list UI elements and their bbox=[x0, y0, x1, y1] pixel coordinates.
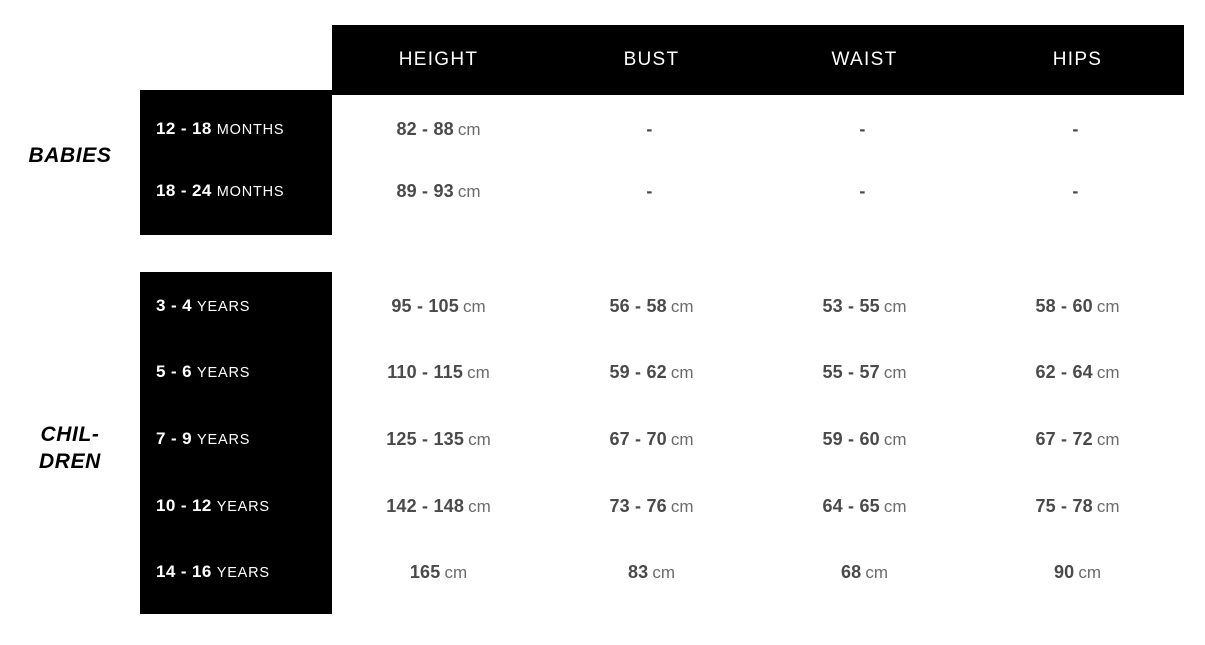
group-title-children-line-2: DREN bbox=[39, 449, 101, 473]
table-row bbox=[140, 550, 1184, 594]
row-age-range: 18 - 24 bbox=[156, 181, 212, 200]
column-header-waist: WAIST bbox=[831, 49, 898, 70]
row-age-range: 7 - 9 bbox=[156, 429, 193, 448]
cell-height: 110 - 115 cm bbox=[387, 361, 490, 382]
cell-height: 89 - 93 cm bbox=[396, 180, 481, 201]
cell-height: 82 - 88 cm bbox=[396, 118, 481, 139]
row-age-label bbox=[140, 119, 332, 139]
cell-height: 165 cm bbox=[409, 561, 468, 582]
row-values bbox=[332, 284, 1184, 328]
cell-hips: 67 - 72 cm bbox=[1035, 428, 1120, 449]
group-title-children-line-1: CHIL- bbox=[40, 423, 100, 446]
cell-height: 125 - 135 cm bbox=[386, 428, 491, 449]
cell-hips: 62 - 64 cm bbox=[1035, 361, 1120, 382]
row-age-range: 14 - 16 bbox=[156, 562, 212, 581]
row-age-unit: YEARS bbox=[197, 432, 251, 448]
row-age-range: 5 - 6 bbox=[156, 362, 193, 381]
row-age-unit: YEARS bbox=[197, 365, 251, 381]
cell-hips: 75 - 78 cm bbox=[1035, 495, 1120, 516]
row-age-label bbox=[140, 296, 332, 316]
cell-hips: - bbox=[1072, 118, 1079, 139]
cell-bust: - bbox=[646, 118, 653, 139]
table-row bbox=[140, 417, 1184, 461]
table-row bbox=[140, 484, 1184, 528]
cell-bust: 59 - 62 cm bbox=[609, 361, 694, 382]
row-age-unit: YEARS bbox=[216, 499, 270, 515]
cell-waist: - bbox=[859, 180, 866, 201]
cell-waist: 68 cm bbox=[840, 561, 889, 582]
row-age-label bbox=[140, 562, 332, 582]
cell-hips: 90 cm bbox=[1053, 561, 1102, 582]
cell-bust: 73 - 76 cm bbox=[609, 495, 694, 516]
cell-height: 142 - 148 cm bbox=[386, 495, 491, 516]
row-values bbox=[332, 107, 1184, 151]
cell-height: 95 - 105 cm bbox=[391, 295, 486, 316]
row-age-unit: YEARS bbox=[216, 565, 270, 581]
column-header-hips: HIPS bbox=[1052, 49, 1103, 70]
cell-waist: 55 - 57 cm bbox=[822, 361, 907, 382]
cell-waist: - bbox=[859, 118, 866, 139]
cell-hips: - bbox=[1072, 180, 1079, 201]
row-age-unit: MONTHS bbox=[216, 184, 285, 200]
cell-bust: 56 - 58 cm bbox=[609, 295, 694, 316]
cell-waist: 64 - 65 cm bbox=[822, 495, 907, 516]
column-header-bust: BUST bbox=[623, 49, 680, 70]
row-age-unit: YEARS bbox=[197, 299, 251, 315]
row-values bbox=[332, 417, 1184, 461]
row-age-label bbox=[140, 362, 332, 382]
row-age-label bbox=[140, 429, 332, 449]
cell-bust: - bbox=[646, 180, 653, 201]
row-values bbox=[332, 350, 1184, 394]
table-row bbox=[140, 284, 1184, 328]
row-age-range: 12 - 18 bbox=[156, 119, 212, 138]
cell-waist: 53 - 55 cm bbox=[822, 295, 907, 316]
row-values bbox=[332, 484, 1184, 528]
table-row bbox=[140, 350, 1184, 394]
table-header-row bbox=[332, 25, 1184, 95]
row-values bbox=[332, 550, 1184, 594]
row-age-unit: MONTHS bbox=[216, 122, 285, 138]
cell-bust: 83 cm bbox=[627, 561, 676, 582]
row-age-label bbox=[140, 496, 332, 516]
table-row bbox=[140, 107, 1184, 151]
cell-bust: 67 - 70 cm bbox=[609, 428, 694, 449]
group-title-children bbox=[0, 422, 140, 476]
table-row bbox=[140, 169, 1184, 213]
column-header-height: HEIGHT bbox=[398, 49, 479, 70]
group-title-babies bbox=[0, 143, 140, 170]
cell-hips: 58 - 60 cm bbox=[1035, 295, 1120, 316]
row-values bbox=[332, 169, 1184, 213]
row-age-range: 3 - 4 bbox=[156, 296, 193, 315]
group-title-babies-line-1: BABIES bbox=[28, 144, 112, 167]
cell-waist: 59 - 60 cm bbox=[822, 428, 907, 449]
row-age-label bbox=[140, 181, 332, 201]
row-age-range: 10 - 12 bbox=[156, 496, 212, 515]
